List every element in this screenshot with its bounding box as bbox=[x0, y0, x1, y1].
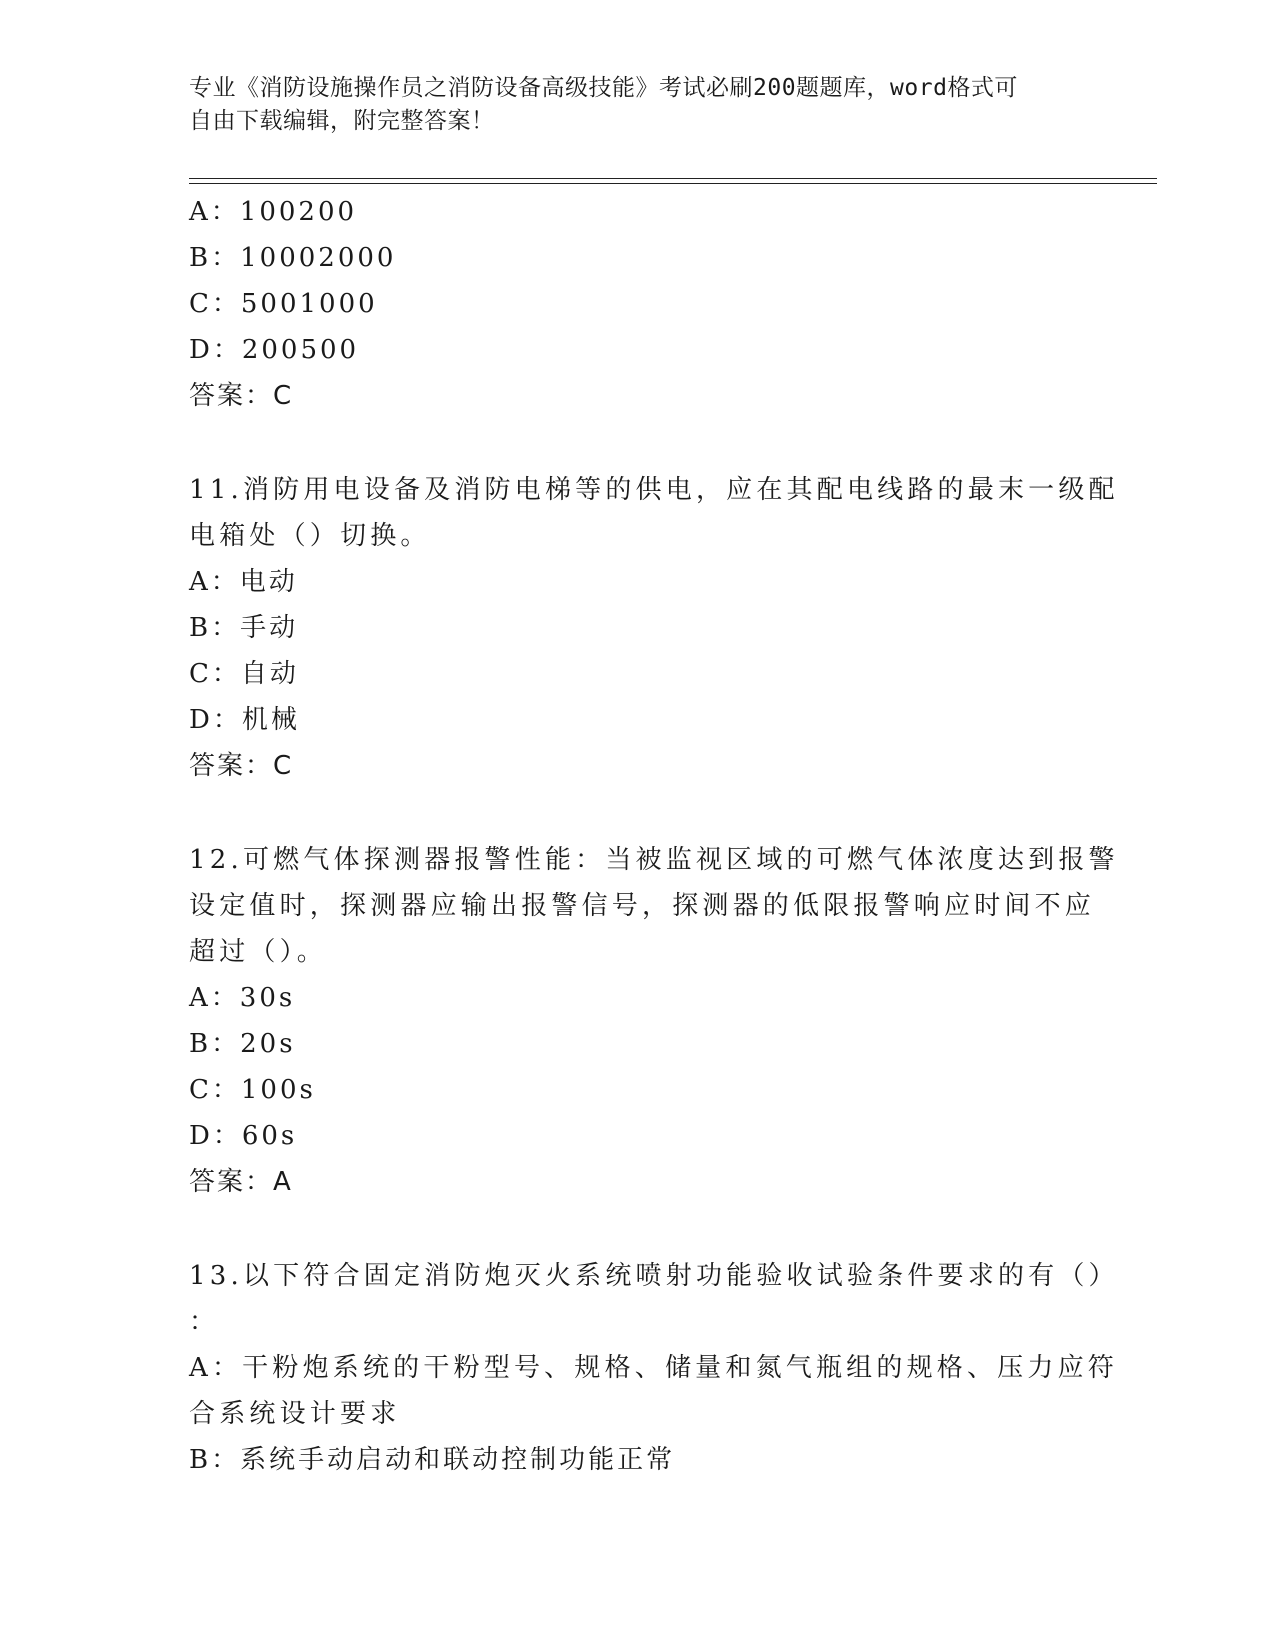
answer-line: 答案：C bbox=[189, 381, 294, 411]
option-c: C：100s bbox=[189, 1075, 316, 1105]
question-text-line: 13.以下符合固定消防炮灭火系统喷射功能验收试验条件要求的有（） bbox=[189, 1261, 1119, 1291]
question-13 bbox=[189, 1253, 1119, 1483]
question-12 bbox=[189, 837, 1119, 1205]
option-b: B：10002000 bbox=[189, 243, 397, 273]
option-d: D：机械 bbox=[189, 705, 300, 735]
question-text-line: ： bbox=[189, 1307, 220, 1337]
option-a: A：100200 bbox=[189, 197, 358, 227]
option-a: A：30s bbox=[189, 983, 296, 1013]
option-d: D：200500 bbox=[189, 335, 360, 365]
question-text-line: 设定值时，探测器应输出报警信号，探测器的低限报警响应时间不应 bbox=[189, 891, 1096, 921]
option-a-continued: 合系统设计要求 bbox=[189, 1399, 401, 1429]
question-text bbox=[189, 1253, 1119, 1345]
header-line-2: 自由下载编辑，附完整答案！ bbox=[189, 108, 495, 134]
header-divider-bottom bbox=[189, 183, 1157, 184]
header-divider-top bbox=[189, 178, 1157, 179]
option-c: C：自动 bbox=[189, 659, 299, 689]
question-text bbox=[189, 837, 1119, 975]
document-header bbox=[189, 72, 1079, 138]
option-b: B：系统手动启动和联动控制功能正常 bbox=[189, 1445, 676, 1475]
option-b: B：手动 bbox=[189, 613, 299, 643]
option-d: D：60s bbox=[189, 1121, 298, 1151]
question-10-tail bbox=[189, 189, 1089, 419]
question-text-line: 超过（）。 bbox=[189, 937, 328, 967]
answer-line: 答案：A bbox=[189, 1167, 293, 1197]
question-text-line: 11.消防用电设备及消防电梯等的供电，应在其配电线路的最末一级配 bbox=[189, 475, 1119, 505]
option-c: C：5001000 bbox=[189, 289, 378, 319]
answer-line: 答案：C bbox=[189, 751, 294, 781]
question-text-line: 12.可燃气体探测器报警性能：当被监视区域的可燃气体浓度达到报警 bbox=[189, 845, 1119, 875]
header-line-1: 专业《消防设施操作员之消防设备高级技能》考试必刷200题题库，word格式可 bbox=[189, 75, 1018, 101]
option-b: B：20s bbox=[189, 1029, 296, 1059]
question-content bbox=[189, 189, 1119, 1483]
option-a: A：干粉炮系统的干粉型号、规格、储量和氮气瓶组的规格、压力应符 bbox=[189, 1353, 1118, 1383]
question-11 bbox=[189, 467, 1119, 789]
question-text-line: 电箱处（）切换。 bbox=[189, 521, 431, 551]
question-text bbox=[189, 467, 1119, 559]
option-a: A：电动 bbox=[189, 567, 298, 597]
